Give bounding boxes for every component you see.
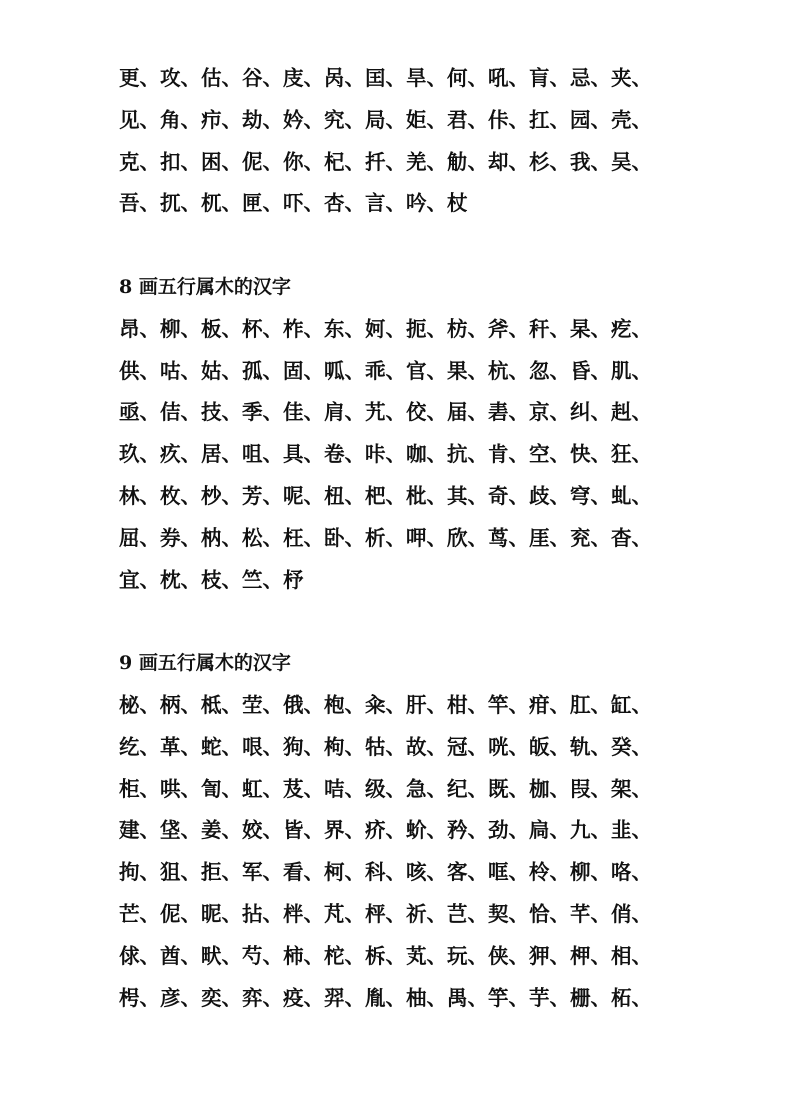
character-line: 屈、券、枘、松、枉、卧、析、呷、欣、茑、厓、兖、杳、 xyxy=(119,525,652,550)
character-line: 建、垡、姜、姣、皆、界、疥、蚧、矜、劲、扃、九、韭、 xyxy=(119,818,652,843)
section-7-strokes xyxy=(119,58,719,225)
character-line: 柜、哄、訇、虹、芨、咭、级、急、纪、既、枷、叚、架、 xyxy=(119,776,652,801)
character-line: 更、攻、估、谷、庋、呙、囯、旱、何、吼、肓、忌、夹、 xyxy=(119,66,652,90)
section-heading: 8 画五行属木的汉字 xyxy=(119,275,291,298)
section-9-strokes xyxy=(119,643,719,1019)
character-line: 芒、伲、昵、拈、柈、芃、枰、祈、芑、契、恰、芊、俏、 xyxy=(119,901,652,926)
character-line: 俅、酋、畎、芍、柿、柁、柝、芄、玩、侠、狎、柙、相、 xyxy=(119,943,652,968)
character-line: 亟、佶、技、季、佳、肩、艽、佼、届、砉、京、纠、赳、 xyxy=(119,400,652,425)
section-spacer xyxy=(119,601,719,643)
character-line: 吾、扤、杌、匣、吓、杏、言、吟、杖 xyxy=(119,191,468,216)
character-line: 纥、革、蛇、哏、狗、枸、牯、故、冠、咣、皈、轨、癸、 xyxy=(119,734,652,759)
section-8-strokes xyxy=(119,267,719,601)
character-line: 拘、狙、拒、军、看、柯、科、咳、客、哐、柃、柳、咯、 xyxy=(119,860,652,885)
character-line: 宜、枕、枝、竺、杼 xyxy=(119,567,304,592)
section-heading: 9 画五行属木的汉字 xyxy=(119,652,291,675)
character-line: 克、扣、困、伲、你、杞、扦、羌、觔、却、杉、我、吴、 xyxy=(119,149,652,174)
section-spacer xyxy=(119,225,719,267)
character-line: 昂、柳、板、杯、柞、东、妸、扼、枋、斧、秆、杲、疙、 xyxy=(119,316,652,341)
character-line: 林、枚、杪、芳、呢、杻、杷、枇、其、奇、歧、穹、虬、 xyxy=(119,483,652,508)
character-line: 玖、疚、居、咀、具、卷、咔、咖、抗、肯、空、快、狂、 xyxy=(119,442,652,467)
character-line: 枵、彦、奕、弈、疫、羿、胤、柚、禺、竽、芋、栅、柘、 xyxy=(119,985,652,1010)
character-line: 见、角、疖、劫、妗、究、局、姖、君、佧、扛、园、壳、 xyxy=(119,107,652,132)
character-line: 柲、柄、柢、茔、俄、枹、籴、肝、柑、竿、疳、肛、缸、 xyxy=(119,692,652,717)
document-page xyxy=(119,58,719,1019)
character-line: 供、咕、姑、孤、固、呱、乖、官、果、杭、忽、昏、肌、 xyxy=(119,358,652,383)
